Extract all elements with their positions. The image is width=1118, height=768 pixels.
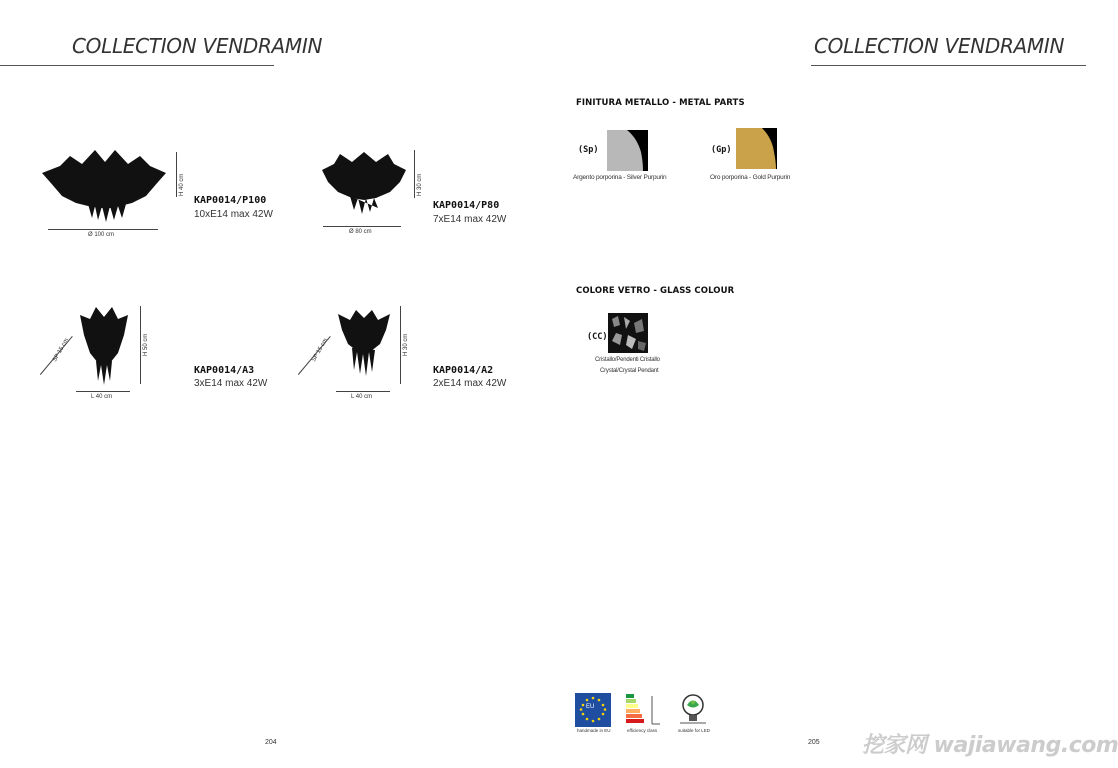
metal-swatch-silver <box>607 130 648 171</box>
cert-led-label: suitable for LED <box>678 728 711 733</box>
metal-swatch-gp-tag: (Gp) <box>711 145 732 155</box>
p80-width-line <box>323 226 401 227</box>
p100-spec: 10xE14 max 42W <box>194 209 273 220</box>
metal-swatch-gold <box>736 128 777 169</box>
cert-eu-label: handmade in EU <box>577 728 611 733</box>
wall-lamp-a3-icon <box>78 305 130 387</box>
cert-eu <box>575 693 611 733</box>
right-page-header: COLLECTION VENDRAMIN <box>814 34 1065 58</box>
led-bulb-icon <box>676 692 710 726</box>
glass-section-title: COLORE VETRO - GLASS COLOUR <box>576 286 735 296</box>
right-page-number: 205 <box>808 739 820 746</box>
cert-led <box>676 692 712 734</box>
metal-swatch-gp-caption: Oro porporina - Gold Purpurin <box>710 174 791 181</box>
glass-swatch-cc-caption-2: Crystal/Crystal Pendant <box>600 368 659 374</box>
glass-swatch-crystal <box>608 313 648 353</box>
p100-width-label: Ø 100 cm <box>88 232 115 238</box>
cert-efficiency-label: efficiency class <box>627 728 658 733</box>
a2-spec: 2xE14 max 42W <box>433 378 507 389</box>
energy-class-icon <box>624 692 662 728</box>
left-page-header: COLLECTION VENDRAMIN <box>72 34 323 58</box>
glass-swatch-cc-tag: (CC) <box>587 332 608 342</box>
cert-efficiency <box>624 692 662 734</box>
glass-swatch-cc-caption-1: Cristallo/Pendenti Cristallo <box>595 357 660 363</box>
p100-width-line <box>48 229 158 230</box>
a3-height-line <box>140 306 141 384</box>
a2-height-line <box>400 306 401 384</box>
a2-depth-label: SP 15 cm <box>311 337 330 363</box>
left-header-rule <box>0 65 274 66</box>
eu-badge-text: EU <box>586 704 595 710</box>
a3-width-line <box>76 391 130 392</box>
silver-purpurin-swatch-icon <box>607 130 648 171</box>
left-page-number: 204 <box>265 739 277 746</box>
metal-swatch-sp-caption: Argento porporina - Silver Purpurin <box>573 174 667 181</box>
a2-height-label: H 30 cm <box>403 333 409 356</box>
crystal-swatch-icon <box>608 313 648 353</box>
metal-swatch-sp-tag: (Sp) <box>578 145 599 155</box>
a2-width-label: L 40 cm <box>351 394 373 400</box>
a2-width-line <box>336 391 390 392</box>
chandelier-p80-icon <box>320 150 408 222</box>
p80-height-line <box>414 150 415 198</box>
a3-code: KAP0014/A3 <box>194 365 255 376</box>
watermark: 挖家网 wajiawang.com <box>862 733 1118 758</box>
a3-spec: 3xE14 max 42W <box>194 378 268 389</box>
product-a2-silhouette <box>336 308 392 380</box>
a2-code: KAP0014/A2 <box>433 365 494 376</box>
p100-code: KAP0014/P100 <box>194 195 267 206</box>
wall-lamp-a2-icon <box>336 308 392 380</box>
p80-code: KAP0014/P80 <box>433 200 500 211</box>
p80-spec: 7xE14 max 42W <box>433 214 507 225</box>
product-p100-silhouette <box>40 148 170 228</box>
a3-width-label: L 40 cm <box>91 394 113 400</box>
gold-purpurin-swatch-icon <box>736 128 777 169</box>
a3-depth-label: SP 15 cm <box>52 337 71 363</box>
a3-height-label: H 50 cm <box>143 333 149 356</box>
right-header-rule <box>811 65 1086 66</box>
chandelier-p100-icon <box>40 148 170 228</box>
p100-height-line <box>176 152 177 197</box>
product-a3-silhouette <box>78 305 130 387</box>
eu-flag-icon <box>575 693 611 727</box>
p80-width-label: Ø 80 cm <box>349 229 372 235</box>
p80-height-label: H 30 cm <box>417 173 423 196</box>
p100-height-label: H 40 cm <box>179 173 185 196</box>
product-p80-silhouette <box>320 150 408 222</box>
metal-section-title: FINITURA METALLO - METAL PARTS <box>576 98 745 108</box>
